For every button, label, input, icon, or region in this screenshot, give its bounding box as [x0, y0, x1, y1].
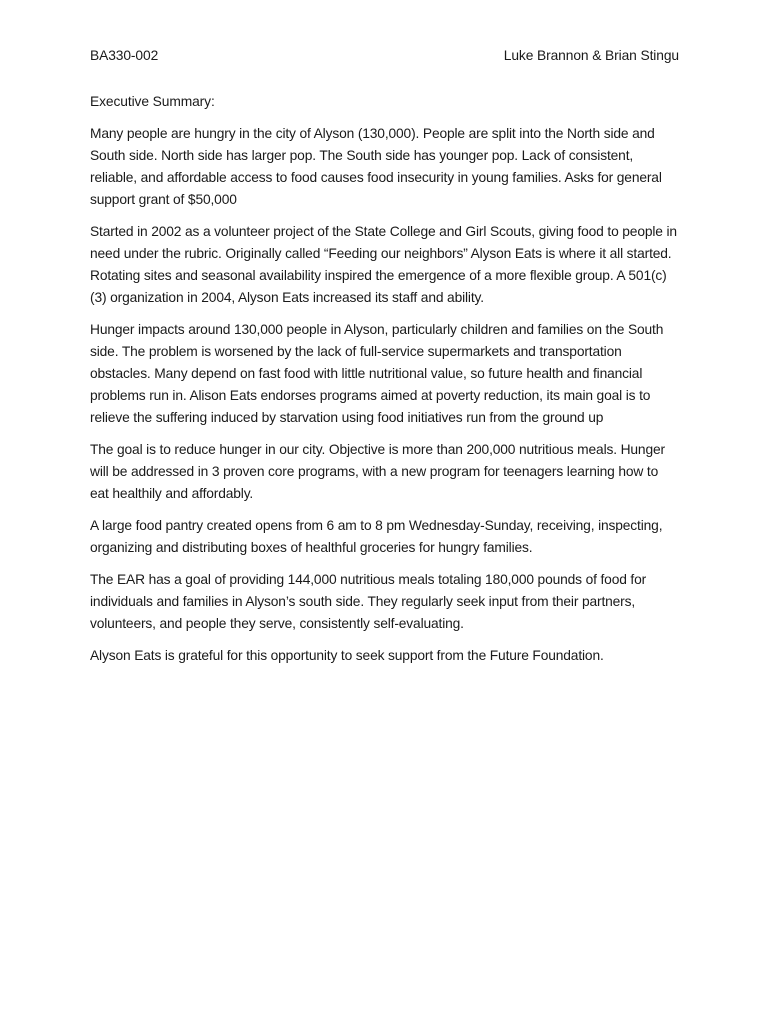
document-page	[90, 45, 679, 667]
section-heading: Executive Summary:	[90, 94, 215, 109]
paragraph-overview: Many people are hungry in the city of Alyson (130,000). People are split into the North side and South side. North side has larger pop. The South side has younger pop. Lack of consistent, reliable, and affordable access to food causes food insecurity in young families. Asks for general support grant of $50,000	[90, 126, 662, 207]
document-header	[90, 45, 679, 67]
paragraph-problem: Hunger impacts around 130,000 people in Alyson, particularly children and families on the South side. The problem is worsened by the lack of full-service supermarkets and transportation obstacles. Many depend on fast food with little nutritional value, so future health and financial problems run in. Alison Eats endorses programs aimed at poverty reduction, its main goal is to relieve the suffering induced by starvation using food initiatives run from the ground up	[90, 322, 664, 425]
paragraph-food-pantry: A large food pantry created opens from 6 am to 8 pm Wednesday-Sunday, receiving, inspecting, organizing and distributing boxes of healthful groceries for hungry families.	[90, 518, 663, 555]
paragraph-ear-goal: The EAR has a goal of providing 144,000 nutritious meals totaling 180,000 pounds of food for individuals and families in Alyson’s south side. They regularly seek input from their partners, volunteers, and people they serve, consistently self-evaluating.	[90, 572, 647, 631]
paragraph-goals: The goal is to reduce hunger in our city. Objective is more than 200,000 nutritious meals. Hunger will be addressed in 3 proven core programs, with a new program for teenagers learning how to eat healthily and affordably.	[90, 442, 665, 501]
course-code: BA330-002	[90, 48, 159, 63]
paragraph-closing: Alyson Eats is grateful for this opportunity to seek support from the Future Foundation.	[90, 648, 604, 663]
paragraph-history: Started in 2002 as a volunteer project of the State College and Girl Scouts, giving food to people in need under the rubric. Originally called “Feeding our neighbors” Alyson Eats is where it all started. Rotating sites and seasonal availability inspired the emergence of a more flexible group. A 501(c)(3) organization in 2004, Alyson Eats increased its staff and ability.	[90, 224, 677, 305]
author-names: Luke Brannon & Brian Stingu	[503, 48, 679, 63]
